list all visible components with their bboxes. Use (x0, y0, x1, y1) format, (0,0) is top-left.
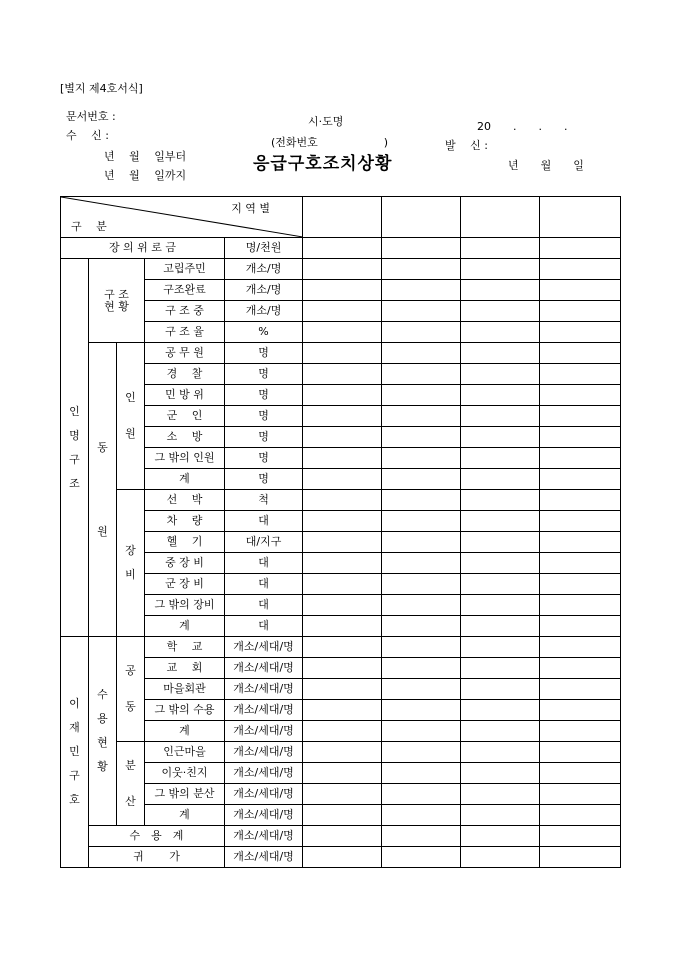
data-cell[interactable] (382, 343, 461, 364)
table-header-cell (61, 197, 303, 238)
unit-cell: 개소/세대/명 (225, 658, 303, 679)
unit-cell: 명 (225, 469, 303, 490)
data-cell[interactable] (461, 742, 540, 763)
data-cell[interactable] (461, 322, 540, 343)
unit-cell: 명 (225, 343, 303, 364)
data-cell[interactable] (540, 385, 621, 406)
unit-cell: 명 (225, 448, 303, 469)
data-cell[interactable] (540, 763, 621, 784)
header-category-label: 구 분 (71, 220, 107, 233)
data-cell[interactable] (382, 637, 461, 658)
data-cell[interactable] (382, 742, 461, 763)
data-cell[interactable] (382, 364, 461, 385)
unit-cell: 대 (225, 511, 303, 532)
data-cell[interactable] (461, 490, 540, 511)
sub-rescue-status: 구 조 현 황 (89, 259, 145, 343)
unit-cell: 명 (225, 427, 303, 448)
row-label: 헬 기 (145, 532, 225, 553)
row-label: 군 장 비 (145, 574, 225, 595)
row-label: 계 (145, 469, 225, 490)
row-label: 계 (145, 616, 225, 637)
row-label: 공 무 원 (145, 343, 225, 364)
unit-cell: 명 (225, 406, 303, 427)
recipient-label: 수 신 : (66, 129, 109, 142)
unit-cell: 명 (225, 385, 303, 406)
unit-cell: 개소/세대/명 (225, 763, 303, 784)
row-label: 군 인 (145, 406, 225, 427)
data-cell[interactable] (382, 574, 461, 595)
region-cell[interactable] (382, 197, 461, 238)
data-cell[interactable] (382, 448, 461, 469)
data-cell[interactable] (303, 532, 382, 553)
data-cell[interactable] (303, 616, 382, 637)
row-label: 민 방 위 (145, 385, 225, 406)
region-cell[interactable] (540, 197, 621, 238)
unit-cell: 개소/명 (225, 280, 303, 301)
data-cell[interactable] (303, 301, 382, 322)
unit-cell: 대 (225, 574, 303, 595)
data-cell[interactable] (382, 805, 461, 826)
data-cell[interactable] (540, 469, 621, 490)
data-cell[interactable] (540, 511, 621, 532)
data-cell[interactable] (382, 385, 461, 406)
data-cell[interactable] (540, 658, 621, 679)
data-cell[interactable] (303, 637, 382, 658)
data-cell[interactable] (382, 532, 461, 553)
data-cell[interactable] (540, 637, 621, 658)
data-cell[interactable] (382, 847, 461, 868)
row-label: 구조완료 (145, 280, 225, 301)
data-cell[interactable] (303, 805, 382, 826)
data-cell[interactable] (382, 490, 461, 511)
data-cell[interactable] (461, 574, 540, 595)
row-label: 계 (145, 721, 225, 742)
region-cell[interactable] (303, 197, 382, 238)
data-cell[interactable] (303, 343, 382, 364)
unit-cell: 개소/명 (225, 301, 303, 322)
row-label-total-accommodated: 수 용 계 (89, 826, 225, 847)
data-cell[interactable] (303, 658, 382, 679)
data-cell[interactable] (303, 574, 382, 595)
data-cell[interactable] (382, 553, 461, 574)
group-displaced-relief: 이 재 민 구 호 (61, 637, 89, 868)
row-label: 마을회관 (145, 679, 225, 700)
data-cell[interactable] (461, 511, 540, 532)
data-cell[interactable] (382, 595, 461, 616)
data-cell[interactable] (461, 595, 540, 616)
data-cell[interactable] (382, 427, 461, 448)
unit-cell: 명 (225, 364, 303, 385)
data-cell[interactable] (461, 364, 540, 385)
row-label: 이웃·친지 (145, 763, 225, 784)
data-cell[interactable] (382, 721, 461, 742)
data-cell[interactable] (540, 742, 621, 763)
row-label-returned-home: 귀 가 (89, 847, 225, 868)
data-cell[interactable] (461, 637, 540, 658)
period-to: 년 월 일까지 (104, 169, 187, 182)
data-cell[interactable] (461, 847, 540, 868)
data-cell[interactable] (540, 721, 621, 742)
unit-cell: 대 (225, 553, 303, 574)
unit-cell: 대 (225, 595, 303, 616)
data-cell[interactable] (461, 826, 540, 847)
data-cell[interactable] (540, 238, 621, 259)
data-cell[interactable] (461, 259, 540, 280)
unit-cell: 개소/세대/명 (225, 742, 303, 763)
data-cell[interactable] (382, 616, 461, 637)
row-label: 차 량 (145, 511, 225, 532)
data-cell[interactable] (540, 574, 621, 595)
data-cell[interactable] (303, 700, 382, 721)
data-cell[interactable] (382, 511, 461, 532)
data-cell[interactable] (382, 658, 461, 679)
data-cell[interactable] (540, 784, 621, 805)
data-cell[interactable] (461, 763, 540, 784)
data-cell[interactable] (303, 784, 382, 805)
unit-cell: 개소/세대/명 (225, 784, 303, 805)
unit-cell: 척 (225, 490, 303, 511)
phone-label: (전화번호 ) (271, 136, 389, 149)
data-cell[interactable] (382, 763, 461, 784)
data-cell[interactable] (303, 763, 382, 784)
unit-cell: 개소/세대/명 (225, 826, 303, 847)
sender-org: 시·도명 (308, 115, 344, 128)
row-label: 구 조 율 (145, 322, 225, 343)
data-cell[interactable] (540, 406, 621, 427)
unit-cell: 명/천원 (225, 238, 303, 259)
data-cell[interactable] (303, 427, 382, 448)
row-label: 계 (145, 805, 225, 826)
data-cell[interactable] (540, 364, 621, 385)
data-cell[interactable] (303, 469, 382, 490)
sub-public: 공 동 (117, 637, 145, 742)
unit-cell: 개소/세대/명 (225, 721, 303, 742)
data-cell[interactable] (461, 301, 540, 322)
data-cell[interactable] (303, 847, 382, 868)
data-cell[interactable] (461, 343, 540, 364)
data-cell[interactable] (540, 595, 621, 616)
data-cell[interactable] (461, 280, 540, 301)
data-cell[interactable] (303, 490, 382, 511)
row-label: 소 방 (145, 427, 225, 448)
data-cell[interactable] (540, 490, 621, 511)
data-cell[interactable] (382, 301, 461, 322)
row-label-consolation: 장 의 위 로 금 (61, 238, 225, 259)
data-cell[interactable] (540, 679, 621, 700)
data-cell[interactable] (540, 826, 621, 847)
data-cell[interactable] (303, 238, 382, 259)
data-cell[interactable] (461, 658, 540, 679)
unit-cell: 개소/세대/명 (225, 637, 303, 658)
data-cell[interactable] (303, 742, 382, 763)
group-human-rescue: 인 명 구 조 (61, 259, 89, 637)
data-cell[interactable] (540, 301, 621, 322)
header-region-label: 지 역 별 (231, 202, 271, 215)
data-cell[interactable] (382, 406, 461, 427)
data-cell[interactable] (382, 700, 461, 721)
data-cell[interactable] (540, 847, 621, 868)
unit-cell: 대 (225, 616, 303, 637)
data-cell[interactable] (540, 532, 621, 553)
sub-personnel: 인 원 (117, 343, 145, 490)
sub-accommodation-status: 수 용 현 황 (89, 637, 117, 826)
data-cell[interactable] (303, 721, 382, 742)
data-cell[interactable] (303, 259, 382, 280)
doc-number-label: 문서번호 : (66, 110, 116, 123)
data-cell[interactable] (382, 259, 461, 280)
data-cell[interactable] (461, 406, 540, 427)
data-cell[interactable] (303, 679, 382, 700)
data-cell[interactable] (461, 469, 540, 490)
data-cell[interactable] (540, 427, 621, 448)
data-cell[interactable] (540, 280, 621, 301)
row-label: 고립주민 (145, 259, 225, 280)
row-label: 인근마을 (145, 742, 225, 763)
row-label: 중 장 비 (145, 553, 225, 574)
row-label: 그 밖의 분산 (145, 784, 225, 805)
unit-cell: 개소/명 (225, 259, 303, 280)
unit-cell: % (225, 322, 303, 343)
data-cell[interactable] (461, 385, 540, 406)
unit-cell: 개소/세대/명 (225, 847, 303, 868)
data-cell[interactable] (382, 826, 461, 847)
data-cell[interactable] (540, 448, 621, 469)
data-cell[interactable] (540, 805, 621, 826)
page-title: 응급구호조치상황 (253, 154, 393, 174)
data-cell[interactable] (540, 553, 621, 574)
unit-cell: 대/지구 (225, 532, 303, 553)
sub-equipment: 장 비 (117, 490, 145, 637)
data-cell[interactable] (540, 259, 621, 280)
data-cell[interactable] (540, 700, 621, 721)
row-label: 그 밖의 장비 (145, 595, 225, 616)
sub-mobilization: 동 원 (89, 343, 117, 637)
data-cell[interactable] (461, 553, 540, 574)
data-cell[interactable] (382, 784, 461, 805)
data-cell[interactable] (461, 679, 540, 700)
data-cell[interactable] (303, 364, 382, 385)
data-cell[interactable] (382, 238, 461, 259)
data-cell[interactable] (461, 448, 540, 469)
row-label: 그 밖의 인원 (145, 448, 225, 469)
data-cell[interactable] (303, 826, 382, 847)
unit-cell: 개소/세대/명 (225, 679, 303, 700)
period-from: 년 월 일부터 (104, 150, 187, 163)
data-cell[interactable] (303, 322, 382, 343)
data-cell[interactable] (303, 448, 382, 469)
data-cell[interactable] (303, 553, 382, 574)
data-cell[interactable] (540, 343, 621, 364)
row-label: 선 박 (145, 490, 225, 511)
data-cell[interactable] (303, 511, 382, 532)
data-cell[interactable] (461, 700, 540, 721)
row-label: 그 밖의 수용 (145, 700, 225, 721)
row-label: 구 조 중 (145, 301, 225, 322)
row-label: 학 교 (145, 637, 225, 658)
data-cell[interactable] (461, 616, 540, 637)
data-cell[interactable] (303, 595, 382, 616)
data-cell[interactable] (382, 280, 461, 301)
region-cell[interactable] (461, 197, 540, 238)
data-cell[interactable] (540, 616, 621, 637)
data-cell[interactable] (382, 679, 461, 700)
data-cell[interactable] (461, 238, 540, 259)
sub-dispersed: 분 산 (117, 742, 145, 826)
row-label: 경 찰 (145, 364, 225, 385)
date-bottom: 년 월 일 (508, 159, 584, 172)
data-cell[interactable] (461, 427, 540, 448)
relief-status-table (60, 196, 621, 868)
data-cell[interactable] (540, 322, 621, 343)
form-label: [별지 제4호서식] (60, 82, 143, 95)
data-cell[interactable] (461, 805, 540, 826)
data-cell[interactable] (461, 721, 540, 742)
unit-cell: 개소/세대/명 (225, 805, 303, 826)
data-cell[interactable] (382, 322, 461, 343)
row-label: 교 회 (145, 658, 225, 679)
data-cell[interactable] (303, 406, 382, 427)
unit-cell: 개소/세대/명 (225, 700, 303, 721)
data-cell[interactable] (461, 532, 540, 553)
date-top: 20 . . . (477, 120, 568, 133)
data-cell[interactable] (382, 469, 461, 490)
data-cell[interactable] (461, 784, 540, 805)
sender-label: 발 신 : (445, 139, 488, 152)
data-cell[interactable] (303, 280, 382, 301)
data-cell[interactable] (303, 385, 382, 406)
